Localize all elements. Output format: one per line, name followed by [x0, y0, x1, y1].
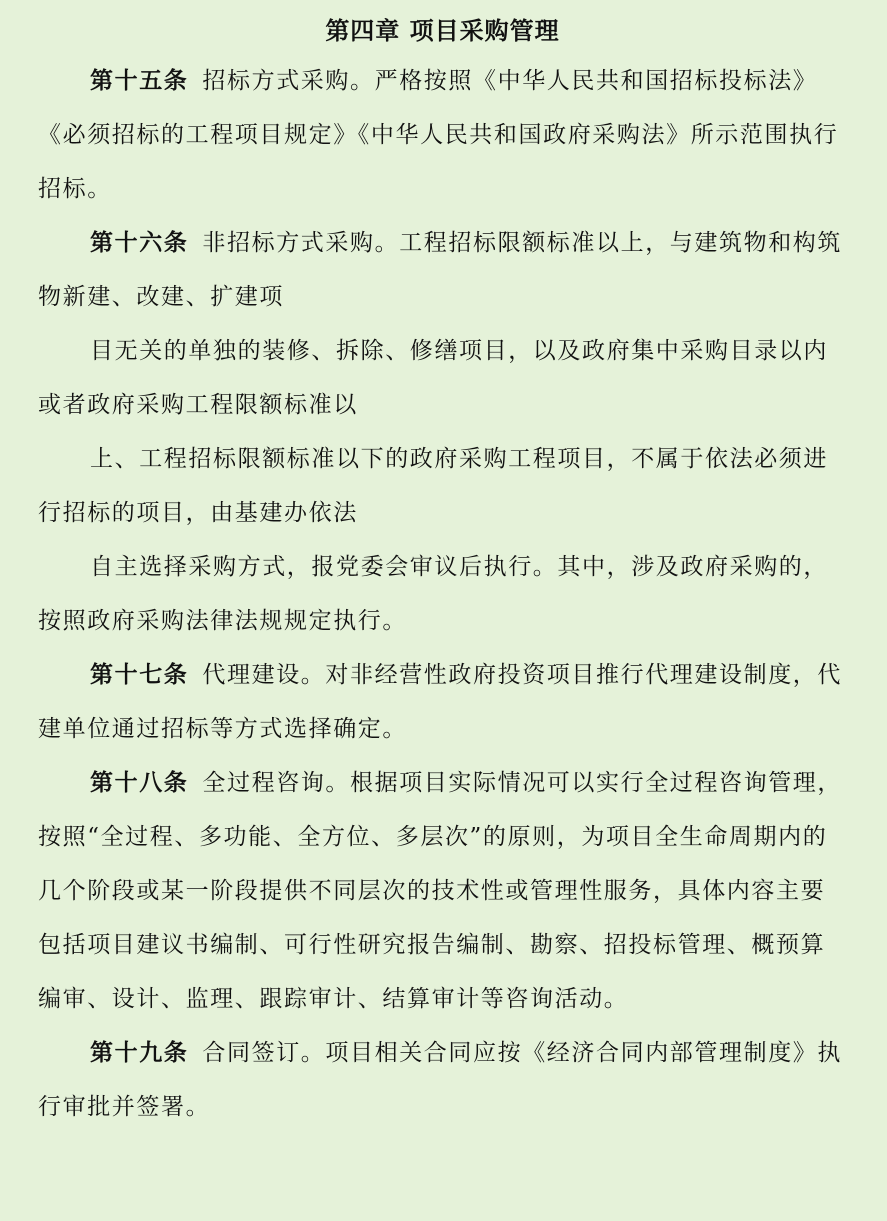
chapter-title: 第四章 项目采购管理 [325, 17, 560, 45]
article-number: 第十九条 [90, 1040, 189, 1066]
continuation-paragraph [38, 540, 847, 648]
article-text: 全过程咨询。根据项目实际情况可以实行全过程咨询管理，按照“全过程、多功能、全方位、多层次”的原则，为项目全生命周期内的几个阶段或某一阶段提供不同层次的技术性或管理性服务，具体内容主要包括项目建议书编制、可行性研究报告编制、勘察、招投标管理、概预算编审、设计、监理、跟踪审计、结算审计等咨询活动。 [38, 770, 843, 1012]
article-number: 第十六条 [90, 230, 189, 256]
article-number: 第十八条 [90, 770, 189, 796]
article-number: 第十五条 [90, 68, 189, 94]
article-paragraph [38, 756, 847, 1026]
paragraph-text: 自主选择采购方式，报党委会审议后执行。其中，涉及政府采购的，按照政府采购法律法规规定执行。 [38, 554, 828, 634]
continuation-paragraph [38, 324, 847, 432]
article-text: 代理建设。对非经营性政府投资项目推行代理建设制度，代建单位通过招标等方式选择确定。 [38, 662, 843, 742]
paragraph-text: 目无关的单独的装修、拆除、修缮项目，以及政府集中采购目录以内或者政府采购工程限额标准以 [38, 338, 828, 418]
paragraph-text: 上、工程招标限额标准以下的政府采购工程项目，不属于依法必须进行招标的项目，由基建办依法 [38, 446, 828, 526]
article-paragraph [38, 216, 847, 324]
article-text: 非招标方式采购。工程招标限额标准以上，与建筑物和构筑物新建、改建、扩建项 [38, 230, 843, 310]
article-paragraph [38, 648, 847, 756]
article-paragraph [38, 1026, 847, 1134]
article-text: 招标方式采购。严格按照《中华人民共和国招标投标法》《必须招标的工程项目规定》《中华人民共和国政府采购法》所示范围执行招标。 [38, 68, 839, 202]
article-text: 合同签订。项目相关合同应按《经济合同内部管理制度》执行审批并签署。 [38, 1040, 843, 1120]
continuation-paragraph [38, 432, 847, 540]
article-paragraph [38, 54, 847, 216]
article-number: 第十七条 [90, 662, 189, 688]
